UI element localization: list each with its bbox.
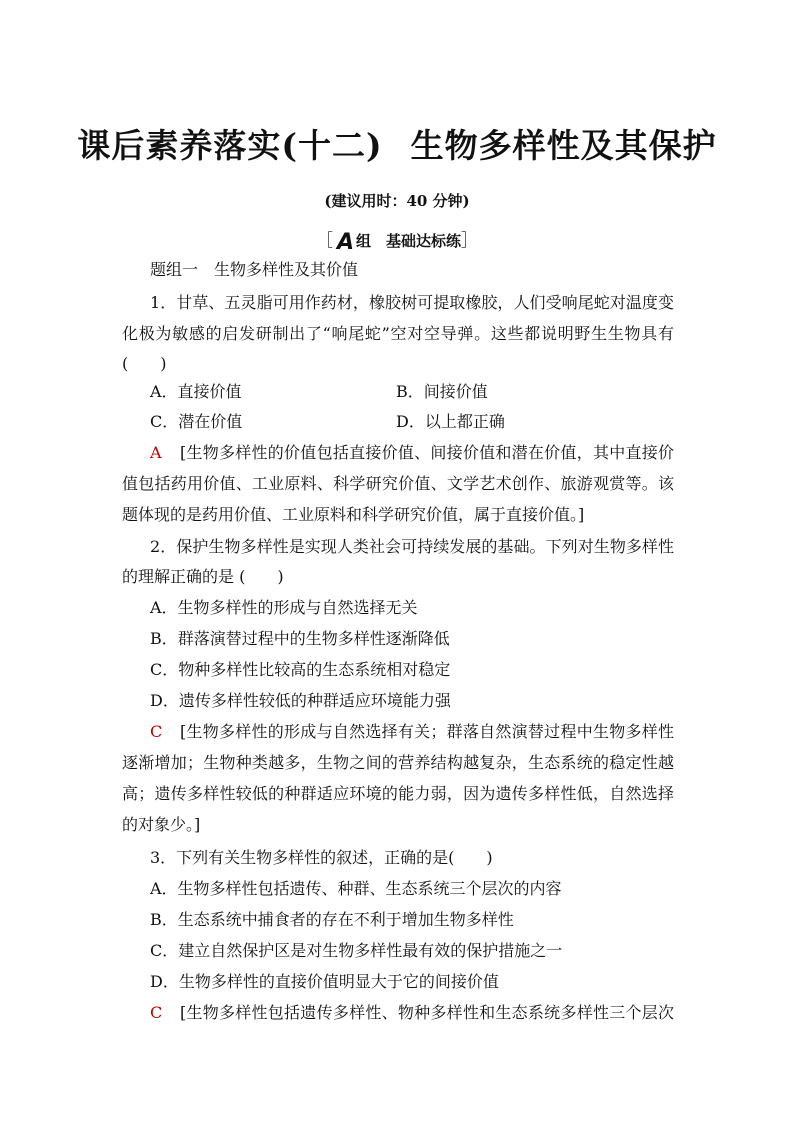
q3-answer: C <box>150 1003 163 1022</box>
q1-stem-line3: ( ) <box>122 354 167 373</box>
q2-option-a: A．生物多样性的形成与自然选择无关 <box>150 598 418 617</box>
q2-explanation-line3: 高；遗传多样性较低的种群适应环境的能力弱，因为遗传多样性低，自然选择 <box>122 784 674 803</box>
section-heading: 题组一 生物多样性及其价值 <box>150 260 359 279</box>
page-title <box>0 120 794 167</box>
q2-answer-line <box>150 722 180 742</box>
q1-explanation-line2: 值包括药用价值、工业原料、科学研究价值、文学艺术创作、旅游观赏等。该 <box>122 474 674 493</box>
q1-explanation-line3: 题体现的是药用价值、工业原料和科学研究价值，属于直接价值。] <box>122 505 585 524</box>
q1-option-c: C．潜在价值 <box>150 412 243 431</box>
title-part1: 课后素养落实(十二) <box>77 126 383 165</box>
q2-explanation-line1: [生物多样性的形成与自然选择有关；群落自然演替过程中生物多样性 <box>180 722 674 741</box>
group-label <box>0 226 794 255</box>
q2-option-d: D．遗传多样性较低的种群适应环境能力强 <box>150 691 451 710</box>
group-letter: A <box>336 230 354 255</box>
suggested-time: (建议用时：40 分钟) <box>324 192 470 210</box>
q2-explanation-line4: 的对象少。] <box>122 815 201 834</box>
q3-answer-line <box>150 1003 180 1023</box>
q2-explanation-line2: 逐渐增加；生物种类越多，生物之间的营养结构越复杂，生态系统的稳定性越 <box>122 753 674 772</box>
q1-answer: A <box>150 443 162 462</box>
q3-explanation-line1: [生物多样性包括遗传多样性、物种多样性和生态系统多样性三个层次 <box>180 1003 674 1022</box>
q1-explanation-line1: [生物多样性的价值包括直接价值、间接价值和潜在价值，其中直接价 <box>180 443 674 462</box>
q3-option-b: B．生态系统中捕食者的存在不利于增加生物多样性 <box>150 910 514 929</box>
q2-option-c: C．物种多样性比较高的生态系统相对稳定 <box>150 660 451 679</box>
q1-answer-line <box>150 443 180 463</box>
group-bracket-close: ］ <box>461 231 479 251</box>
q1-stem-line2: 化极为敏感的启发研制出了“响尾蛇”空对空导弹。这些都说明野生生物具有 <box>122 324 674 343</box>
title-part2: 生物多样性及其保护 <box>410 126 717 165</box>
group-text: 组 基础达标练 <box>356 232 462 250</box>
q1-option-d: D．以上都正确 <box>396 412 505 431</box>
q3-option-a: A．生物多样性包括遗传、种群、生态系统三个层次的内容 <box>150 879 562 898</box>
group-bracket-open: ［ <box>315 231 333 251</box>
q3-stem-line1: 3．下列有关生物多样性的叙述，正确的是( ) <box>150 848 493 867</box>
q3-option-d: D．生物多样性的直接价值明显大于它的间接价值 <box>150 972 499 991</box>
q1-option-b: B．间接价值 <box>396 382 488 401</box>
q2-stem-line1: 2．保护生物多样性是实现人类社会可持续发展的基础。下列对生物多样性 <box>150 537 674 556</box>
q2-answer: C <box>150 722 163 741</box>
q1-option-a: A．直接价值 <box>150 382 242 401</box>
q1-stem-line1: 1．甘草、五灵脂可用作药材，橡胶树可提取橡胶，人们受响尾蛇对温度变 <box>150 293 674 312</box>
q2-option-b: B．群落演替过程中的生物多样性逐渐降低 <box>150 629 450 648</box>
q3-option-c: C．建立自然保护区是对生物多样性最有效的保护措施之一 <box>150 941 563 960</box>
q2-stem-line2: 的理解正确的是 ( ) <box>122 567 284 586</box>
